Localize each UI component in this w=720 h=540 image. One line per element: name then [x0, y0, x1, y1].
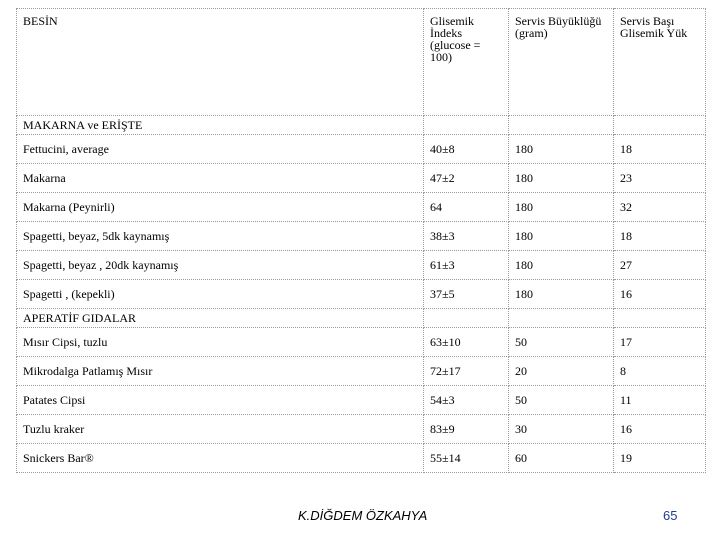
- glycemic-index: 83±9: [424, 415, 509, 444]
- glycemic-load: 23: [614, 164, 706, 193]
- glycemic-index: 72±17: [424, 357, 509, 386]
- table-row: [17, 415, 706, 444]
- serving-size: 20: [509, 357, 614, 386]
- glycemic-load: 16: [614, 280, 706, 309]
- serving-size: 50: [509, 386, 614, 415]
- table-row: [17, 386, 706, 415]
- serving-size: 180: [509, 135, 614, 164]
- header-glycemic-index: Glisemik İndeks (glucose = 100): [424, 9, 509, 116]
- serving-size: 180: [509, 193, 614, 222]
- serving-size: 180: [509, 280, 614, 309]
- food-name: Snickers Bar®: [17, 444, 424, 473]
- food-name: Makarna (Peynirli): [17, 193, 424, 222]
- footer-author: K.DİĞDEM ÖZKAHYA: [298, 508, 428, 523]
- section-title: APERATİF GIDALAR: [17, 309, 424, 328]
- glycemic-load: 16: [614, 415, 706, 444]
- food-name: Mikrodalga Patlamış Mısır: [17, 357, 424, 386]
- glycemic-index: 40±8: [424, 135, 509, 164]
- table-row: [17, 444, 706, 473]
- serving-size: 180: [509, 251, 614, 280]
- header-serving-size: Servis Büyüklüğü (gram): [509, 9, 614, 116]
- header-glycemic-load: Servis Başı Glisemik Yük: [614, 9, 706, 116]
- table-row: [17, 357, 706, 386]
- page-number: 65: [663, 508, 678, 523]
- food-name: Tuzlu kraker: [17, 415, 424, 444]
- food-name: Spagetti , (kepekli): [17, 280, 424, 309]
- glycemic-index: 38±3: [424, 222, 509, 251]
- food-name: Patates Cipsi: [17, 386, 424, 415]
- serving-size: 60: [509, 444, 614, 473]
- table-row: [17, 280, 706, 309]
- serving-size: 30: [509, 415, 614, 444]
- food-name: Fettucini, average: [17, 135, 424, 164]
- glycemic-load: 18: [614, 135, 706, 164]
- glycemic-index: 64: [424, 193, 509, 222]
- table-row: [17, 135, 706, 164]
- header-food: BESİN: [17, 9, 424, 116]
- glycemic-index: 54±3: [424, 386, 509, 415]
- glycemic-index: 37±5: [424, 280, 509, 309]
- food-name: Spagetti, beyaz, 5dk kaynamış: [17, 222, 424, 251]
- table-row: [17, 222, 706, 251]
- section-row-pasta: [17, 116, 706, 135]
- glycemic-load: 18: [614, 222, 706, 251]
- glycemic-load: 8: [614, 357, 706, 386]
- glycemic-load: 11: [614, 386, 706, 415]
- table-row: [17, 193, 706, 222]
- glycemic-load: 32: [614, 193, 706, 222]
- glycemic-index: 63±10: [424, 328, 509, 357]
- glycemic-load: 17: [614, 328, 706, 357]
- table-row: [17, 328, 706, 357]
- glycemic-index: 61±3: [424, 251, 509, 280]
- glycemic-load: 19: [614, 444, 706, 473]
- serving-size: 50: [509, 328, 614, 357]
- table-header-row: [17, 9, 706, 116]
- food-name: Spagetti, beyaz , 20dk kaynamış: [17, 251, 424, 280]
- glycemic-index: 47±2: [424, 164, 509, 193]
- glycemic-index: 55±14: [424, 444, 509, 473]
- glycemic-load: 27: [614, 251, 706, 280]
- food-name: Mısır Cipsi, tuzlu: [17, 328, 424, 357]
- table-row: [17, 251, 706, 280]
- serving-size: 180: [509, 164, 614, 193]
- table-row: [17, 164, 706, 193]
- serving-size: 180: [509, 222, 614, 251]
- section-row-snacks: [17, 309, 706, 328]
- food-name: Makarna: [17, 164, 424, 193]
- glycemic-index-table: [16, 8, 706, 473]
- section-title: MAKARNA ve ERİŞTE: [17, 116, 424, 135]
